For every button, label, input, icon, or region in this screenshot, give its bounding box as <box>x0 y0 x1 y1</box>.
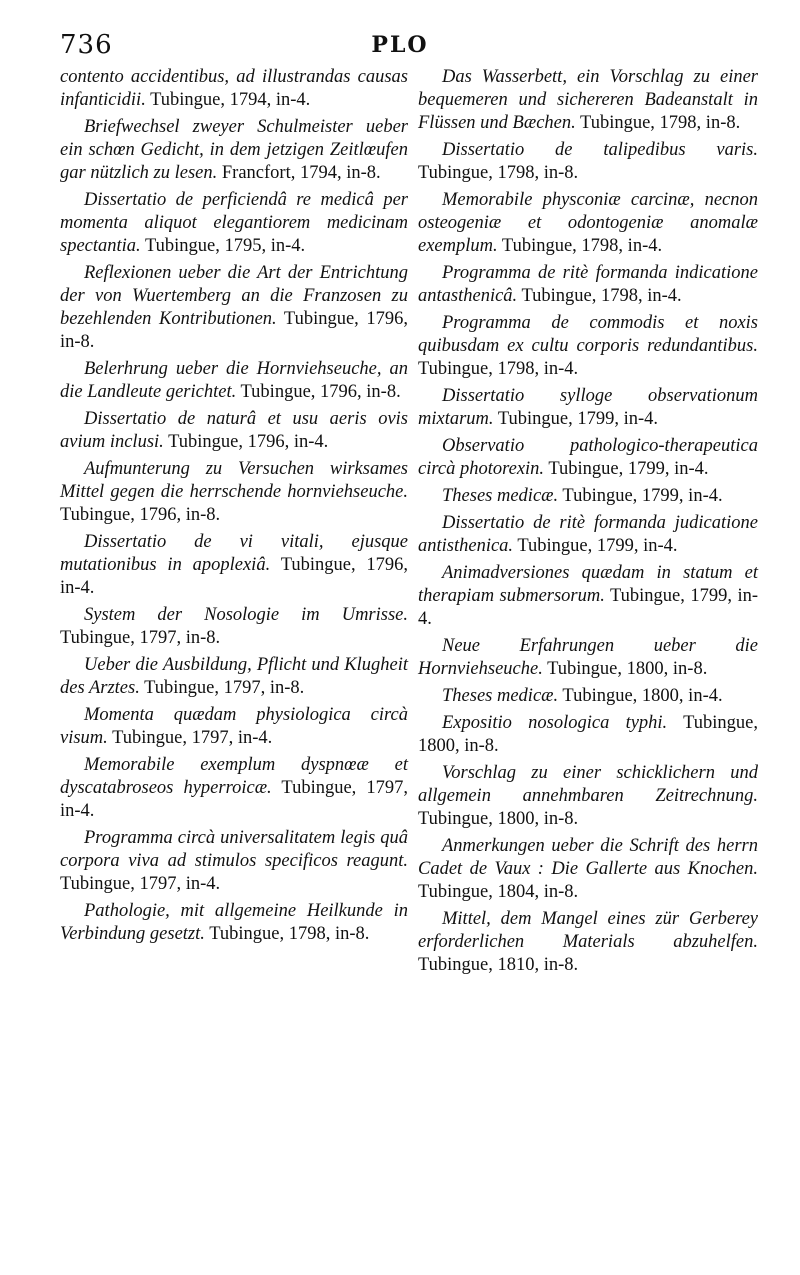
entry-imprint: Francfort, 1794, in-8. <box>221 163 381 183</box>
bibliography-entry <box>60 827 408 896</box>
entry-imprint: Tubingue, 1800, in-8. <box>547 659 708 679</box>
bibliography-entry <box>60 189 408 258</box>
entry-imprint: Tubingue, 1796, in-8. <box>60 309 408 352</box>
entry-title: Dissertatio de vi vitali, ejusque mutationibus in apoplexiâ. <box>60 532 408 575</box>
running-head: PLO <box>371 32 429 58</box>
entry-title: Memorabile exemplum dyspnœæ et dyscatabroseos hyperroicæ. <box>60 755 408 798</box>
entry-title: Momenta quædam physiologica circà visum. <box>60 705 408 748</box>
entry-imprint: Tubingue, 1804, in-8. <box>418 882 579 902</box>
bibliography-entry <box>418 485 758 508</box>
entry-imprint: Tubingue, 1797, in-8. <box>60 628 221 648</box>
entry-title: Observatio pathologico-therapeutica circà photorexin. <box>418 436 758 479</box>
entry-title: Programma de commodis et noxis quibusdam ex cultu corporis redundantibus. <box>418 313 758 356</box>
entry-imprint: Tubingue, 1800, in-8. <box>418 713 758 756</box>
entry-title: Theses medicæ. <box>442 486 559 506</box>
bibliography-entry <box>60 754 408 823</box>
entry-title: Anmerkungen ueber die Schrift des herrn Cadet de Vaux : Die Gallerte aus Knochen. <box>418 836 758 879</box>
entry-imprint: Tubingue, 1797, in-4. <box>60 778 408 821</box>
bibliography-entry <box>418 312 758 381</box>
entry-imprint: Tubingue, 1800, in-8. <box>418 809 579 829</box>
entry-title: Dissertatio de naturâ et usu aeris ovis avium inclusi. <box>60 409 408 452</box>
bibliography-entry <box>60 262 408 354</box>
bibliography-entry <box>418 66 758 135</box>
entry-imprint: Tubingue, 1798, in-8. <box>418 163 579 183</box>
entry-title: Dissertatio de perficiendâ re medicâ per momenta aliquot elegantiorem medicinam spectantia. <box>60 190 408 256</box>
entry-title: Aufmunterung zu Versuchen wirksames Mittel gegen die herrschende hornviehseuche. <box>60 459 408 502</box>
entry-title: Animadversiones quædam in statum et therapiam submersorum. <box>418 563 758 606</box>
entry-imprint: Tubingue, 1796, in-8. <box>60 505 221 525</box>
entry-title: Briefwechsel zweyer Schulmeister ueber ein schœn Gedicht, in dem jetzigen Zeitlœufen gar nützlich zu lesen. <box>60 117 408 183</box>
entry-imprint: Tubingue, 1797, in-4. <box>112 728 273 748</box>
entry-imprint: Tubingue, 1800, in-4. <box>562 686 723 706</box>
bibliography-entry <box>418 435 758 481</box>
entry-imprint: Tubingue, 1796, in-8. <box>240 382 401 402</box>
bibliography-entry <box>418 762 758 831</box>
bibliography-entry <box>60 116 408 185</box>
left-column <box>60 66 408 950</box>
bibliography-entry <box>418 512 758 558</box>
entry-title: Expositio nosologica typhi. <box>442 713 668 733</box>
entry-title: Memorabile physconiæ carcinæ, necnon osteogeniæ et odontogeniæ anomalæ exemplum. <box>418 190 758 256</box>
right-column <box>418 66 758 981</box>
entry-imprint: Tubingue, 1798, in-4. <box>501 236 663 256</box>
entry-imprint: Tubingue, 1799, in-4. <box>497 409 659 429</box>
entry-title: Dissertatio sylloge observationum mixtarum. <box>418 386 758 429</box>
entry-title: Programma circà universalitatem legis quâ corpora viva ad stimulos specificos reagunt. <box>60 828 408 871</box>
entry-imprint: Tubingue, 1795, in-4. <box>144 236 306 256</box>
bibliography-entry <box>418 712 758 758</box>
entry-imprint: Tubingue, 1798, in-4. <box>418 359 579 379</box>
bibliography-entry <box>418 908 758 977</box>
entry-imprint: Tubingue, 1799, in-4. <box>418 586 758 629</box>
entry-title: Ueber die Ausbildung, Pflicht und Klugheit des Arztes. <box>60 655 408 698</box>
bibliography-entry <box>60 604 408 650</box>
entry-title: Dissertatio de ritè formanda judicatione antisthenica. <box>418 513 758 556</box>
page-number: 736 <box>60 30 113 60</box>
entry-title: Programma de ritè formanda indicatione antasthenicâ. <box>418 263 758 306</box>
bibliography-entry <box>418 635 758 681</box>
bibliography-entry <box>60 408 408 454</box>
entry-imprint: Tubingue, 1797, in-4. <box>60 874 221 894</box>
entry-imprint: Tubingue, 1796, in-4. <box>168 432 329 452</box>
entry-imprint: Tubingue, 1798, in-8. <box>580 113 741 133</box>
bibliography-entry <box>60 654 408 700</box>
entry-title: Reflexionen ueber die Art der Entrichtung der von Wuertemberg an die Franzosen zu bezehlenden Kontributionen. <box>60 263 408 329</box>
entry-imprint: Tubingue, 1799, in-4. <box>548 459 709 479</box>
bibliography-entry <box>418 562 758 631</box>
bibliography-entry <box>60 358 408 404</box>
bibliography-entry <box>418 835 758 904</box>
entry-title: Das Wasserbett, ein Vorschlag zu einer bequemeren und sichereren Badeanstalt in Flüssen und Bæchen. <box>418 67 758 133</box>
bibliography-entry <box>418 139 758 185</box>
bibliography-entry <box>418 262 758 308</box>
entry-title: System der Nosologie im Umrisse. <box>84 605 408 625</box>
bibliography-entry <box>418 385 758 431</box>
entry-title: Dissertatio de talipedibus varis. <box>442 140 758 160</box>
entry-title: Theses medicæ. <box>442 686 559 706</box>
bibliography-entry <box>418 685 758 708</box>
bibliography-entry <box>60 66 408 112</box>
entry-title: Vorschlag zu einer schicklichern und allgemein annehmbaren Zeitrechnung. <box>418 763 758 806</box>
entry-title: contento accidentibus, ad illustrandas causas infanticidii. <box>60 67 408 110</box>
entry-imprint: Tubingue, 1798, in-8. <box>209 924 370 944</box>
entry-title: Belerhrung ueber die Hornviehseuche, an die Landleute gerichtet. <box>60 359 408 402</box>
entry-imprint: Tubingue, 1794, in-4. <box>150 90 311 110</box>
bibliography-entry <box>418 189 758 258</box>
entry-title: Pathologie, mit allgemeine Heilkunde in Verbindung gesetzt. <box>60 901 408 944</box>
entry-imprint: Tubingue, 1799, in-4. <box>517 536 678 556</box>
bibliography-entry <box>60 704 408 750</box>
entry-imprint: Tubingue, 1799, in-4. <box>562 486 723 506</box>
entry-title: Mittel, dem Mangel eines zür Gerberey erforderlichen Materials abzuhelfen. <box>418 909 758 952</box>
entry-imprint: Tubingue, 1797, in-8. <box>144 678 305 698</box>
entry-imprint: Tubingue, 1810, in-8. <box>418 955 579 975</box>
bibliography-entry <box>60 531 408 600</box>
entry-title: Neue Erfahrungen ueber die Hornviehseuche. <box>418 636 758 679</box>
entry-imprint: Tubingue, 1796, in-4. <box>60 555 408 598</box>
bibliography-entry <box>60 900 408 946</box>
entry-imprint: Tubingue, 1798, in-4. <box>521 286 682 306</box>
bibliography-entry <box>60 458 408 527</box>
